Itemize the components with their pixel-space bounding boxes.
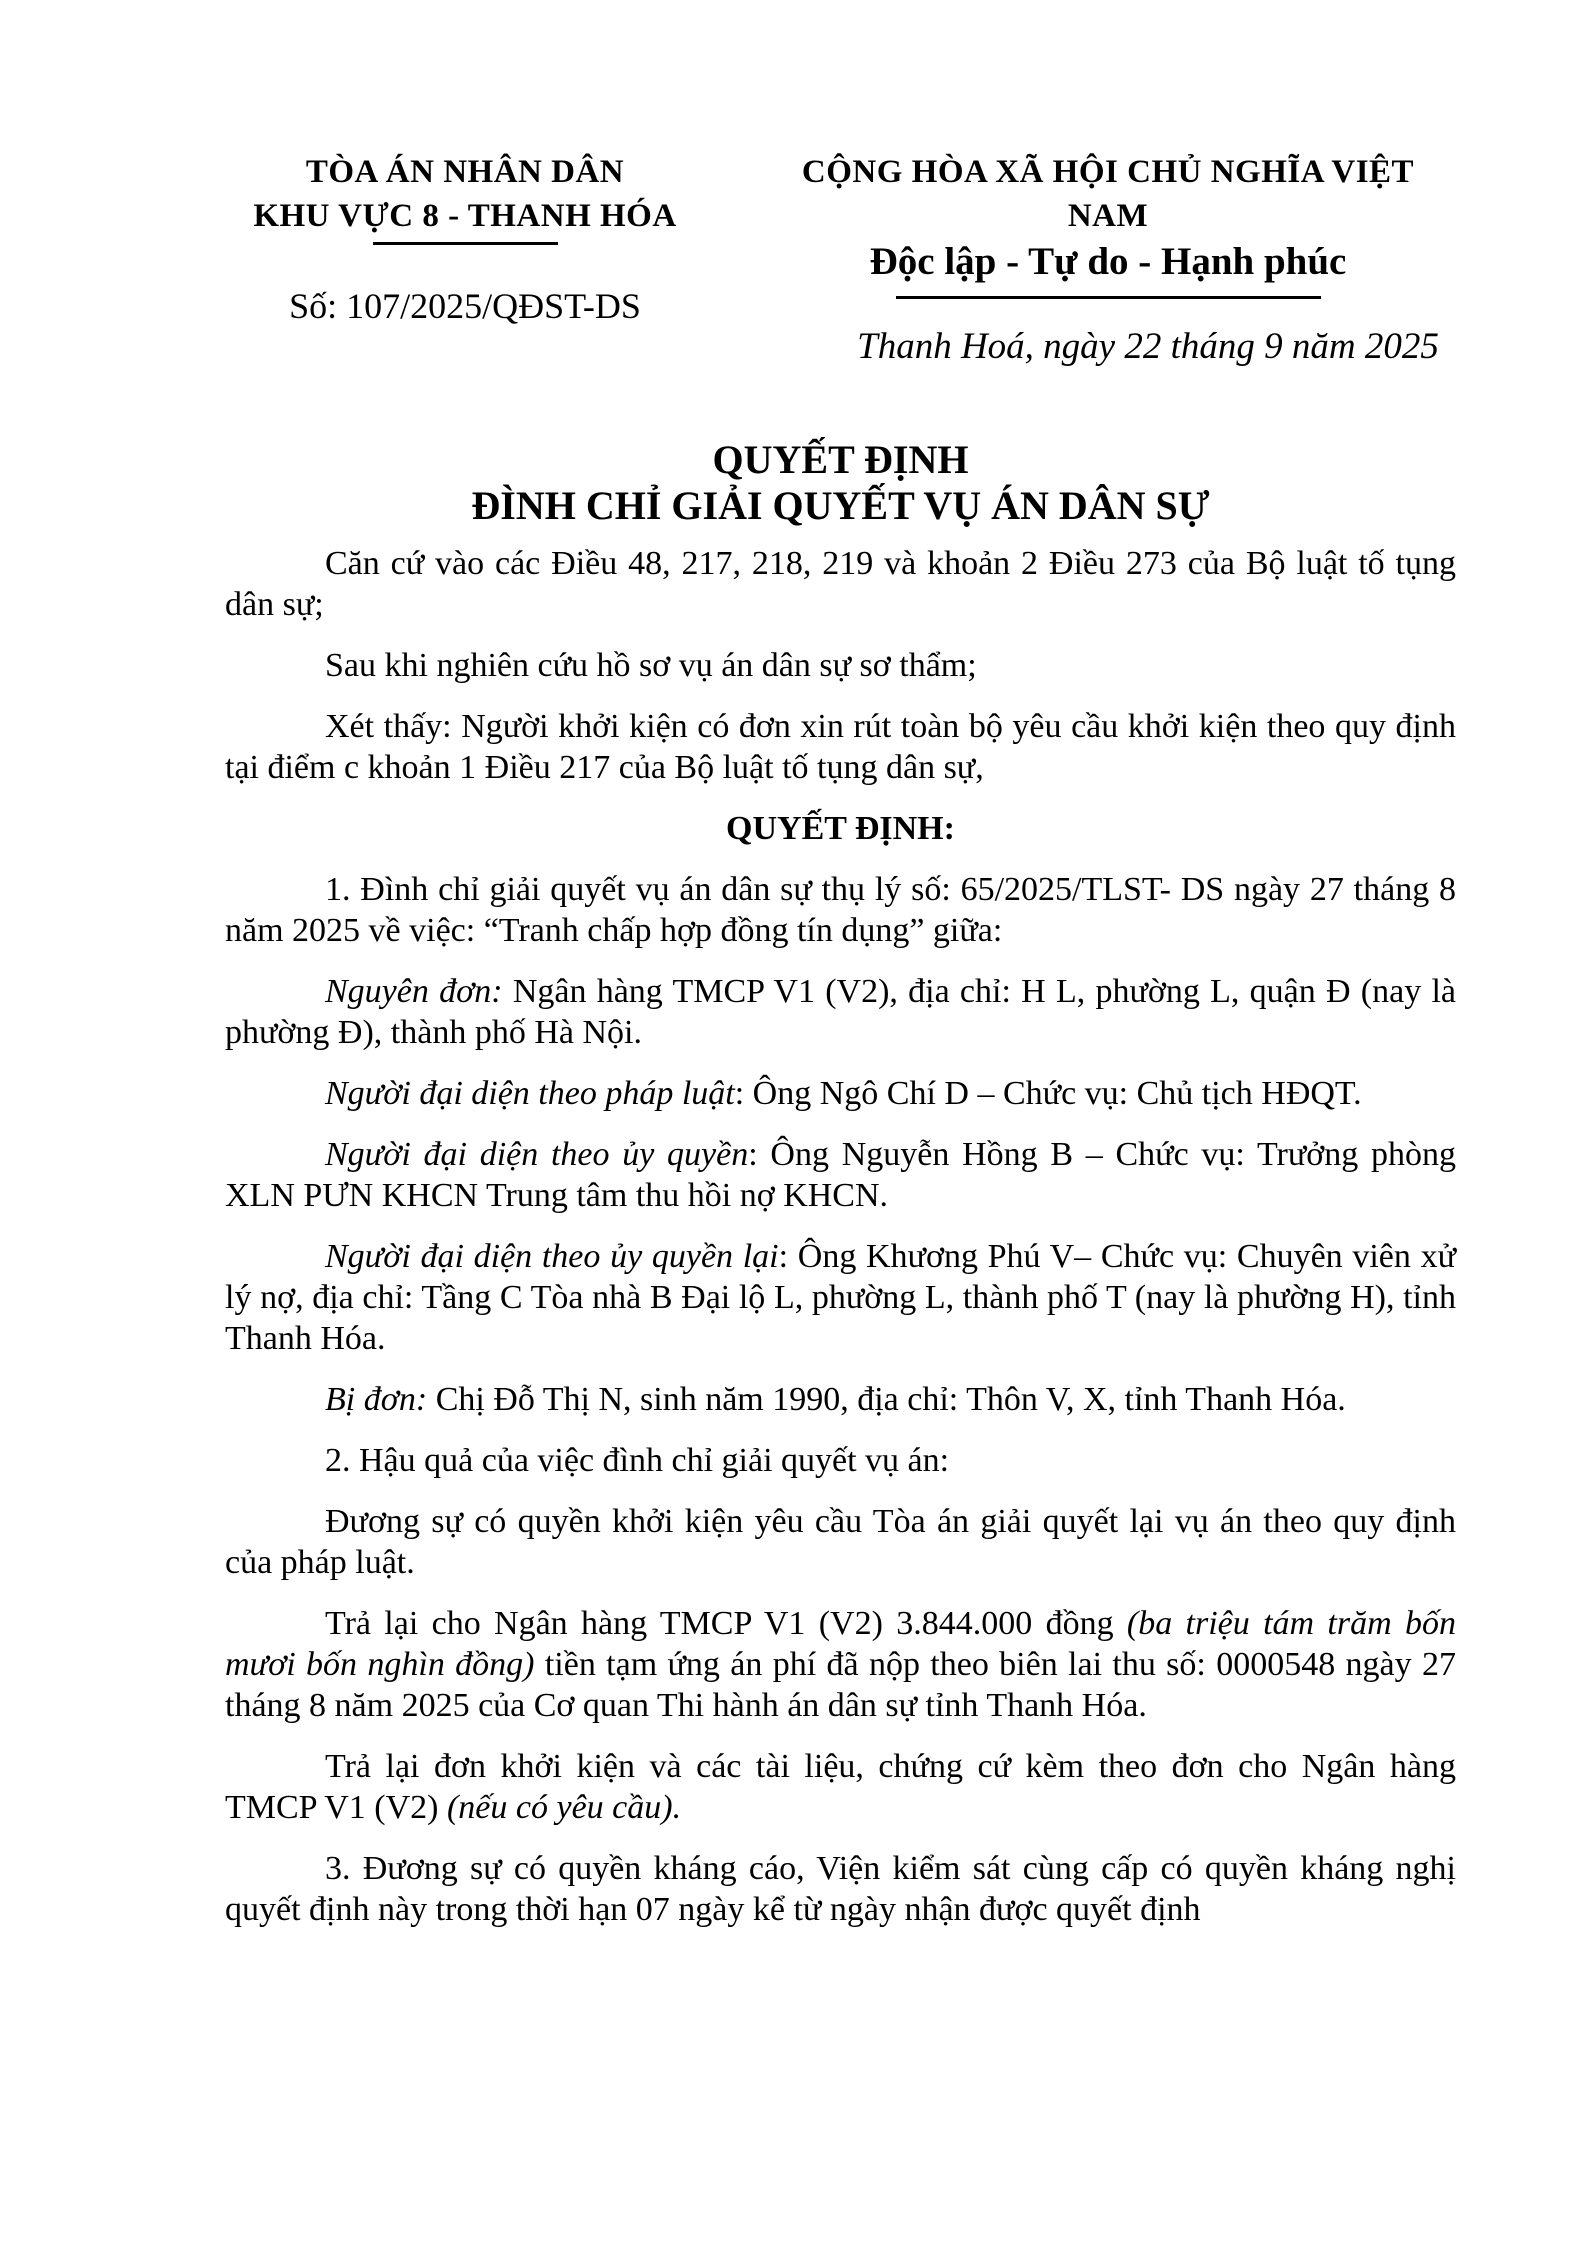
text-run: Bị đơn: [325, 1381, 428, 1418]
text-run: 3. Đương sự có quyền kháng cáo, Viện kiểm sát cùng cấp có quyền kháng nghị quyết định này trong thời hạn 07 ngày kể từ ngày nhận được quyết định [225, 1850, 1456, 1928]
text-run: Chị Đỗ Thị N, sinh năm 1990, địa chỉ: Thôn V, X, tỉnh Thanh Hóa. [427, 1381, 1346, 1418]
national-motto-underline [896, 296, 1321, 299]
text-run: Người đại diện theo pháp luật [325, 1075, 735, 1112]
para-fee-refund [225, 1603, 1456, 1726]
document-title-line2: ĐÌNH CHỈ GIẢI QUYẾT VỤ ÁN DÂN SỰ [471, 483, 1210, 528]
para-appeal-rights [225, 1848, 1456, 1930]
text-run: : Ông Nguyễn Hồng B – Chức vụ: Trưởng phòng XLN PƯN KHCN Trung tâm thu hồi nợ KHCN. [225, 1136, 1456, 1214]
para-findings [225, 706, 1456, 788]
para-consequences-heading [225, 1440, 1456, 1481]
text-run: : Ông Khương Phú V– Chức vụ: Chuyên viên xử lý nợ, địa chỉ: Tầng C Tòa nhà B Đại lộ L, phường L, thành phố T (nay là phường H), tỉnh Thanh Hóa. [225, 1238, 1456, 1357]
para-dismissal-clause [225, 869, 1456, 951]
text-run: (nếu có yêu cầu). [446, 1789, 682, 1826]
text-run: (ba triệu tám trăm bốn mươi bốn nghìn đồng) [225, 1605, 1456, 1683]
text-run: Ngân hàng TMCP V1 (V2), địa chỉ: H L, phường L, quận Đ (nay là phường Đ), thành phố Hà Nội. [225, 973, 1456, 1051]
text-run: Xét thấy: Người khởi kiện có đơn xin rút toàn bộ yêu cầu khởi kiện theo quy định tại điểm c khoản 1 Điều 217 của Bộ luật tố tụng dân sự, [225, 708, 1456, 786]
text-run: Đương sự có quyền khởi kiện yêu cầu Tòa án giải quyết lại vụ án theo quy định của pháp luật. [225, 1503, 1456, 1581]
court-name-block [225, 150, 705, 327]
text-run: 1. Đình chỉ giải quyết vụ án dân sự thụ lý số: 65/2025/TLST- DS ngày 27 tháng 8 năm 2025 về việc: “Tranh chấp hợp đồng tín dụng” giữa: [225, 871, 1456, 949]
court-name-underline [373, 242, 558, 245]
text-run: Người đại diện theo ủy quyền [325, 1136, 749, 1173]
issue-date-line: Thanh Hoá, ngày 22 tháng 9 năm 2025 [857, 326, 1439, 367]
para-right-to-refile [225, 1501, 1456, 1583]
para-case-review [225, 645, 1456, 686]
text-run: QUYẾT ĐỊNH: [726, 810, 955, 847]
para-sub-authorized-representative [225, 1236, 1456, 1359]
text-run: : Ông Ngô Chí D – Chức vụ: Chủ tịch HĐQT. [734, 1075, 1362, 1112]
text-run: 2. Hậu quả của việc đình chỉ giải quyết vụ án: [325, 1442, 950, 1479]
case-number: Số: 107/2025/QĐST-DS [289, 286, 641, 326]
para-document-return [225, 1746, 1456, 1828]
text-run: tiền tạm ứng án phí đã nộp theo biên lai thu số: 0000548 ngày 27 tháng 8 năm 2025 của Cơ quan Thi hành án dân sự tỉnh Thanh Hóa. [225, 1646, 1456, 1724]
text-run: Căn cứ vào các Điều 48, 217, 218, 219 và khoản 2 Điều 273 của Bộ luật tố tụng dân sự; [225, 545, 1456, 623]
text-run: Sau khi nghiên cứu hồ sơ vụ án dân sự sơ thẩm; [325, 647, 977, 684]
para-authorized-representative [225, 1134, 1456, 1216]
para-plaintiff [225, 971, 1456, 1053]
national-motto: Độc lập - Tự do - Hạnh phúc [869, 240, 1347, 283]
national-motto-block [760, 150, 1456, 369]
text-run: Người đại diện theo ủy quyền lại [325, 1238, 779, 1275]
document-header [225, 150, 1456, 369]
court-name-line1: TÒA ÁN NHÂN DÂN [305, 154, 625, 190]
court-name-line2: KHU VỰC 8 - THANH HÓA [253, 198, 677, 234]
document-body [225, 543, 1456, 1930]
text-run: Trả lại đơn khởi kiện và các tài liệu, chứng cứ kèm theo đơn cho Ngân hàng TMCP V1 (V2) [225, 1748, 1456, 1826]
para-defendant [225, 1379, 1456, 1420]
para-legal-representative [225, 1073, 1456, 1114]
text-run: Trả lại cho Ngân hàng TMCP V1 (V2) 3.844.000 đồng [325, 1605, 1127, 1642]
text-run: Nguyên đơn: [325, 973, 503, 1010]
document-title [225, 437, 1456, 529]
decision-heading [225, 808, 1456, 849]
para-legal-basis [225, 543, 1456, 625]
document-title-line1: QUYẾT ĐỊNH [712, 437, 969, 482]
national-title: CỘNG HÒA XÃ HỘI CHỦ NGHĨA VIỆT NAM [801, 154, 1415, 234]
